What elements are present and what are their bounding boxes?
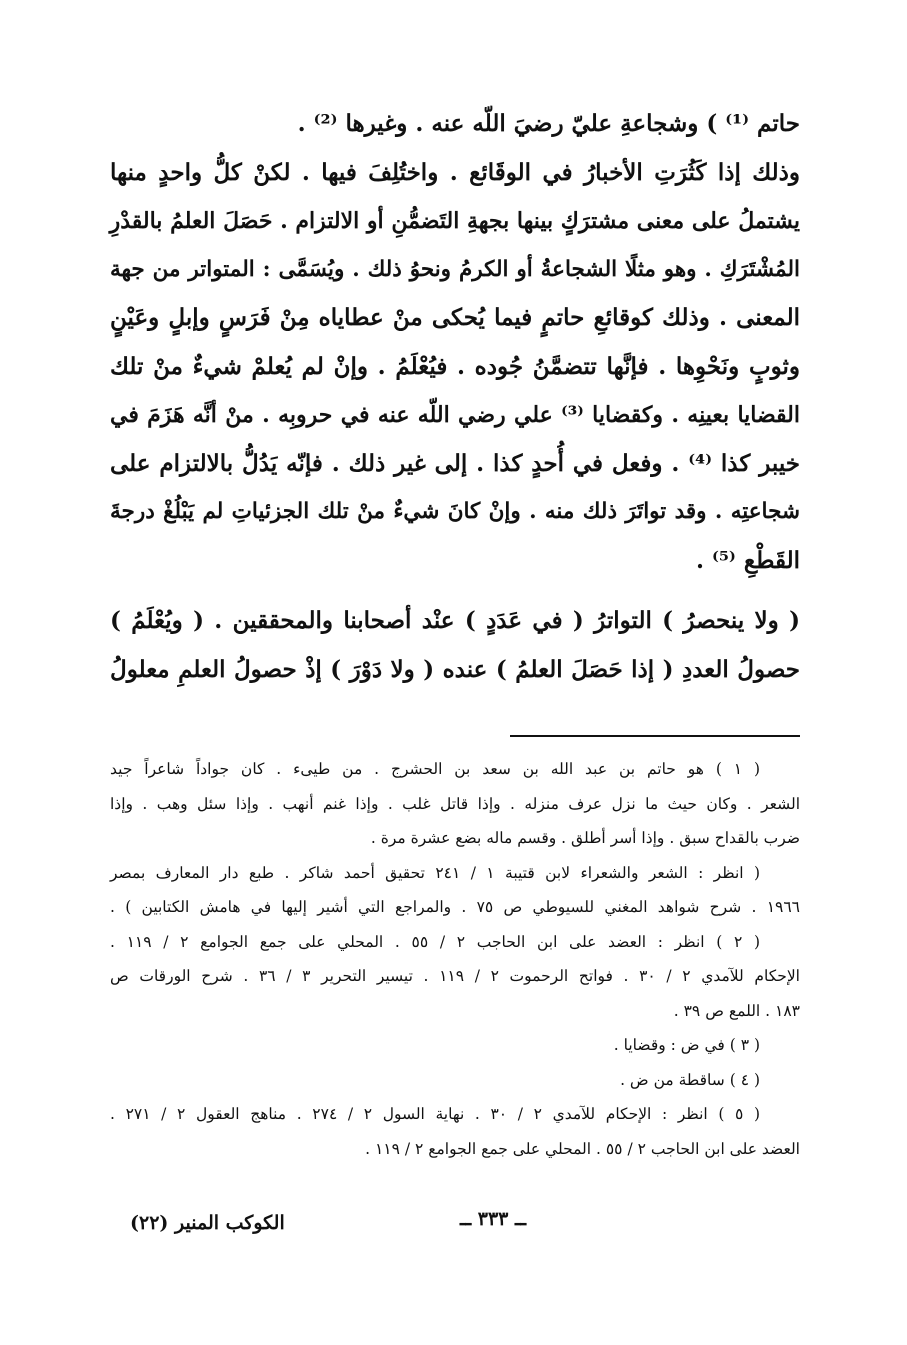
main-text — [110, 100, 800, 694]
footnote-line: ١٨٣ . اللمع ص ٣٩ . — [673, 1001, 800, 1020]
footnote-line: ( ٢ ) انظر : العضد على ابن الحاجب ٢ / ٥٥ . المحلي على جمع الجوامع ٢ / ١١٩ . — [110, 932, 761, 951]
text-line: شجاعتِه . وقد تواتَرَ ذلك منه . وإنْ كانَ شيءٌ منْ تلك الجزئياتِ لم يَبْلُغْ درجةَ — [110, 499, 800, 524]
footnote-line: الشعر . وكان حيث ما نزل عرف منزله . وإذا قاتل غلب . وإذا غنم أنهب . وإذا سئل وهب . وإذا — [110, 794, 800, 813]
paragraph-gap — [110, 585, 800, 597]
text-line: خيبر كذا ⁽⁴⁾ . وفعل في أُحدٍ كذا . إلى غير ذلك . فإنّه يَدُلُّ بالالتزام على — [110, 449, 800, 477]
text-line: ( ولا ينحصرُ ) التواترُ ( في عَدَدٍ ) عنْد أصحابنا والمحققين . ( ويُعْلَمُ ) — [110, 607, 800, 634]
footnote-line: الإحكام للآمدي ٢ / ٣٠ . فواتح الرحموت ٢ / ١١٩ . تيسير التحرير ٣ / ٣٦ . شرح الورقات ص — [110, 967, 800, 985]
footnote-line: ( ٣ ) في ض : وقضايا . — [613, 1036, 760, 1054]
footnote-line: ( ٤ ) ساقطة من ض . — [620, 1070, 760, 1089]
text-line: يشتملُ على معنى مشترَكٍ بينها بجهةِ التَضمُّنِ أو الالتزام . حَصَلَ العلمُ بالقدْرِ — [109, 208, 800, 234]
text-line: وذلك إذا كَثُرَتِ الأخبارُ في الوقَائع . واختُلِفَ فيها . لكنْ كلُّ واحدٍ منها — [110, 158, 800, 186]
text-line: وثوبٍ ونَحْوِها . فإنَّها تتضمَّنُ جُوده . فيُعْلَمُ . وإنْ لم يُعلمْ شيءٌ منْ تلك — [110, 352, 800, 380]
footnote-separator — [510, 735, 800, 737]
text-line: حاتم ⁽¹⁾ ) وشجاعةِ عليّ رضيَ اللّه عنه . وغيرها ⁽²⁾ . — [297, 110, 800, 137]
text-line: المعنى . وذلك كوقائعِ حاتمٍ فيما يُحكى منْ عطاياه مِنْ فَرَسٍ وإبلٍ وعَيْنٍ — [110, 304, 800, 331]
footnote-line: ( ٥ ) انظر : الإحكام للآمدي ٢ / ٣٠ . نهاية السول ٢ / ٢٧٤ . مناهج العقول ٢ / ٢٧١ . — [110, 1105, 761, 1123]
footnotes — [110, 752, 800, 1166]
footnote-line: ضرب بالقداح سبق . وإذا أسر أطلق . وقسم ماله بضع عشرة مرة . — [370, 829, 800, 847]
footnote-line: ( انظر : الشعر والشعراء لابن قتيبة ١ / ٢٤١ تحقيق أحمد شاكر . طبع دار المعارف بمصر — [110, 863, 760, 882]
text-line: القضايا بعينِه . وكقضايا ⁽³⁾ علي رضي اللّه عنه في حروبِه . منْ أنَّه هَزَمَ في — [110, 402, 801, 428]
page-number: ــ ٣٣٣ ــ — [460, 1208, 527, 1230]
text-line: المُشْتَرَكِ . وهو مثلًا الشجاعةُ أو الكرمُ ونحوُ ذلك . ويُسَمَّى : المتواتر من جهة — [110, 256, 800, 282]
footnote-line: ١٩٦٦ . شرح شواهد المغني للسيوطي ص ٧٥ . والمراجع التي أشير إليها في هامش الكتابين ) . — [110, 898, 800, 916]
text-line: حصولُ العددِ ( إذا حَصَلَ العلمُ ) عنده ( ولا دَوْرَ ) إذْ حصولُ العلمِ معلولُ — [110, 655, 800, 683]
text-line: القَطْعِ ⁽⁵⁾ . — [696, 546, 800, 574]
footnote-line: ( ١ ) هو حاتم بن عبد الله بن سعد بن الحشرج . من طيىء . كان جواداً شاعراً جيد — [110, 760, 760, 778]
book-title: الكوكب المنير (٢٢) — [130, 1212, 285, 1234]
footnote-line: العضد على ابن الحاجب ٢ / ٥٥ . المحلي على جمع الجوامع ٢ / ١١٩ . — [365, 1139, 800, 1158]
page-footer — [130, 1208, 800, 1248]
